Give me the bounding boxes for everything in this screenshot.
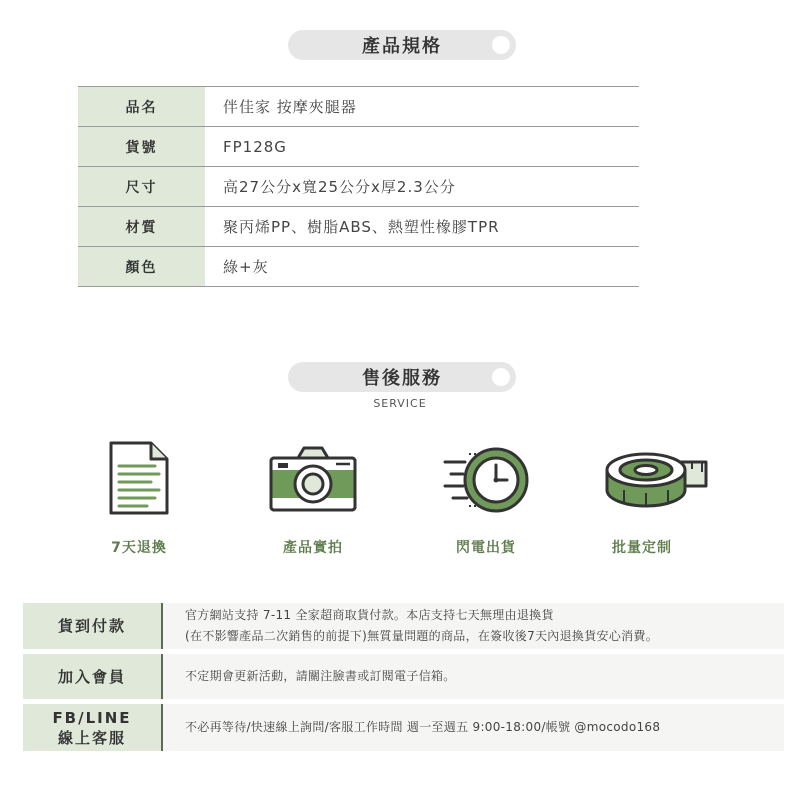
spec-row-sku bbox=[78, 127, 639, 167]
info-line: 不定期會更新活動，請關注臉書或訂閱電子信箱。 bbox=[185, 669, 456, 683]
spec-value: 聚丙烯PP、樹脂ABS、熱塑性橡膠TPR bbox=[223, 218, 500, 236]
spec-label: 材質 bbox=[78, 207, 205, 246]
spec-value: 綠+灰 bbox=[223, 258, 269, 276]
service-item-custom-bulk bbox=[587, 440, 727, 556]
service-item-fast-shipping bbox=[416, 440, 556, 556]
service-label: 閃電出貨 bbox=[456, 540, 516, 556]
info-label-line: FB/LINE bbox=[52, 708, 132, 727]
spec-value: 高27公分x寬25公分x厚2.3公分 bbox=[223, 178, 456, 196]
service-label: 產品實拍 bbox=[283, 540, 343, 556]
spec-row-name bbox=[78, 87, 639, 127]
info-value bbox=[163, 603, 784, 649]
service-item-return bbox=[69, 440, 209, 556]
info-table bbox=[23, 603, 784, 756]
spec-table bbox=[78, 86, 639, 287]
camera-icon bbox=[268, 440, 358, 516]
spec-row-size bbox=[78, 167, 639, 207]
clock-icon bbox=[441, 440, 531, 516]
spec-label: 品名 bbox=[78, 87, 205, 126]
info-label-line: 線上客服 bbox=[57, 728, 126, 747]
spec-section-title: 產品規格 bbox=[288, 30, 516, 60]
info-label: 貨到付款 bbox=[23, 603, 163, 649]
info-row-support bbox=[23, 704, 784, 751]
info-value bbox=[163, 704, 784, 751]
info-label bbox=[23, 704, 163, 751]
info-label: 加入會員 bbox=[23, 654, 163, 699]
document-icon bbox=[107, 440, 171, 516]
service-subtitle: SERVICE bbox=[373, 397, 427, 410]
info-line: 不必再等待/快速線上詢問/客服工作時間 週一至週五 9:00-18:00/帳號 @mocodo168 bbox=[185, 720, 661, 734]
spec-row-color bbox=[78, 247, 639, 287]
info-value bbox=[163, 654, 784, 699]
service-section-title: 售後服務 bbox=[288, 362, 516, 392]
info-row-membership bbox=[23, 654, 784, 699]
spec-label: 貨號 bbox=[78, 127, 205, 166]
service-label: 7天退換 bbox=[111, 540, 167, 556]
spec-label: 尺寸 bbox=[78, 167, 205, 206]
spec-label: 顏色 bbox=[78, 247, 205, 286]
service-label: 批量定制 bbox=[612, 540, 672, 556]
spec-row-material bbox=[78, 207, 639, 247]
service-item-photo bbox=[243, 440, 383, 556]
spec-value: 伴佳家 按摩夾腿器 bbox=[223, 98, 357, 116]
info-line: (在不影響產品二次銷售的前提下)無質量問題的商品，在簽收後7天內退換貨安心消費。 bbox=[185, 629, 659, 643]
info-row-cod bbox=[23, 603, 784, 649]
info-line: 官方網站支持 7-11 全家超商取貨付款。本店支持七天無理由退換貨 bbox=[185, 608, 554, 622]
measuring-tape-icon bbox=[602, 440, 712, 516]
spec-value: FP128G bbox=[223, 137, 287, 156]
